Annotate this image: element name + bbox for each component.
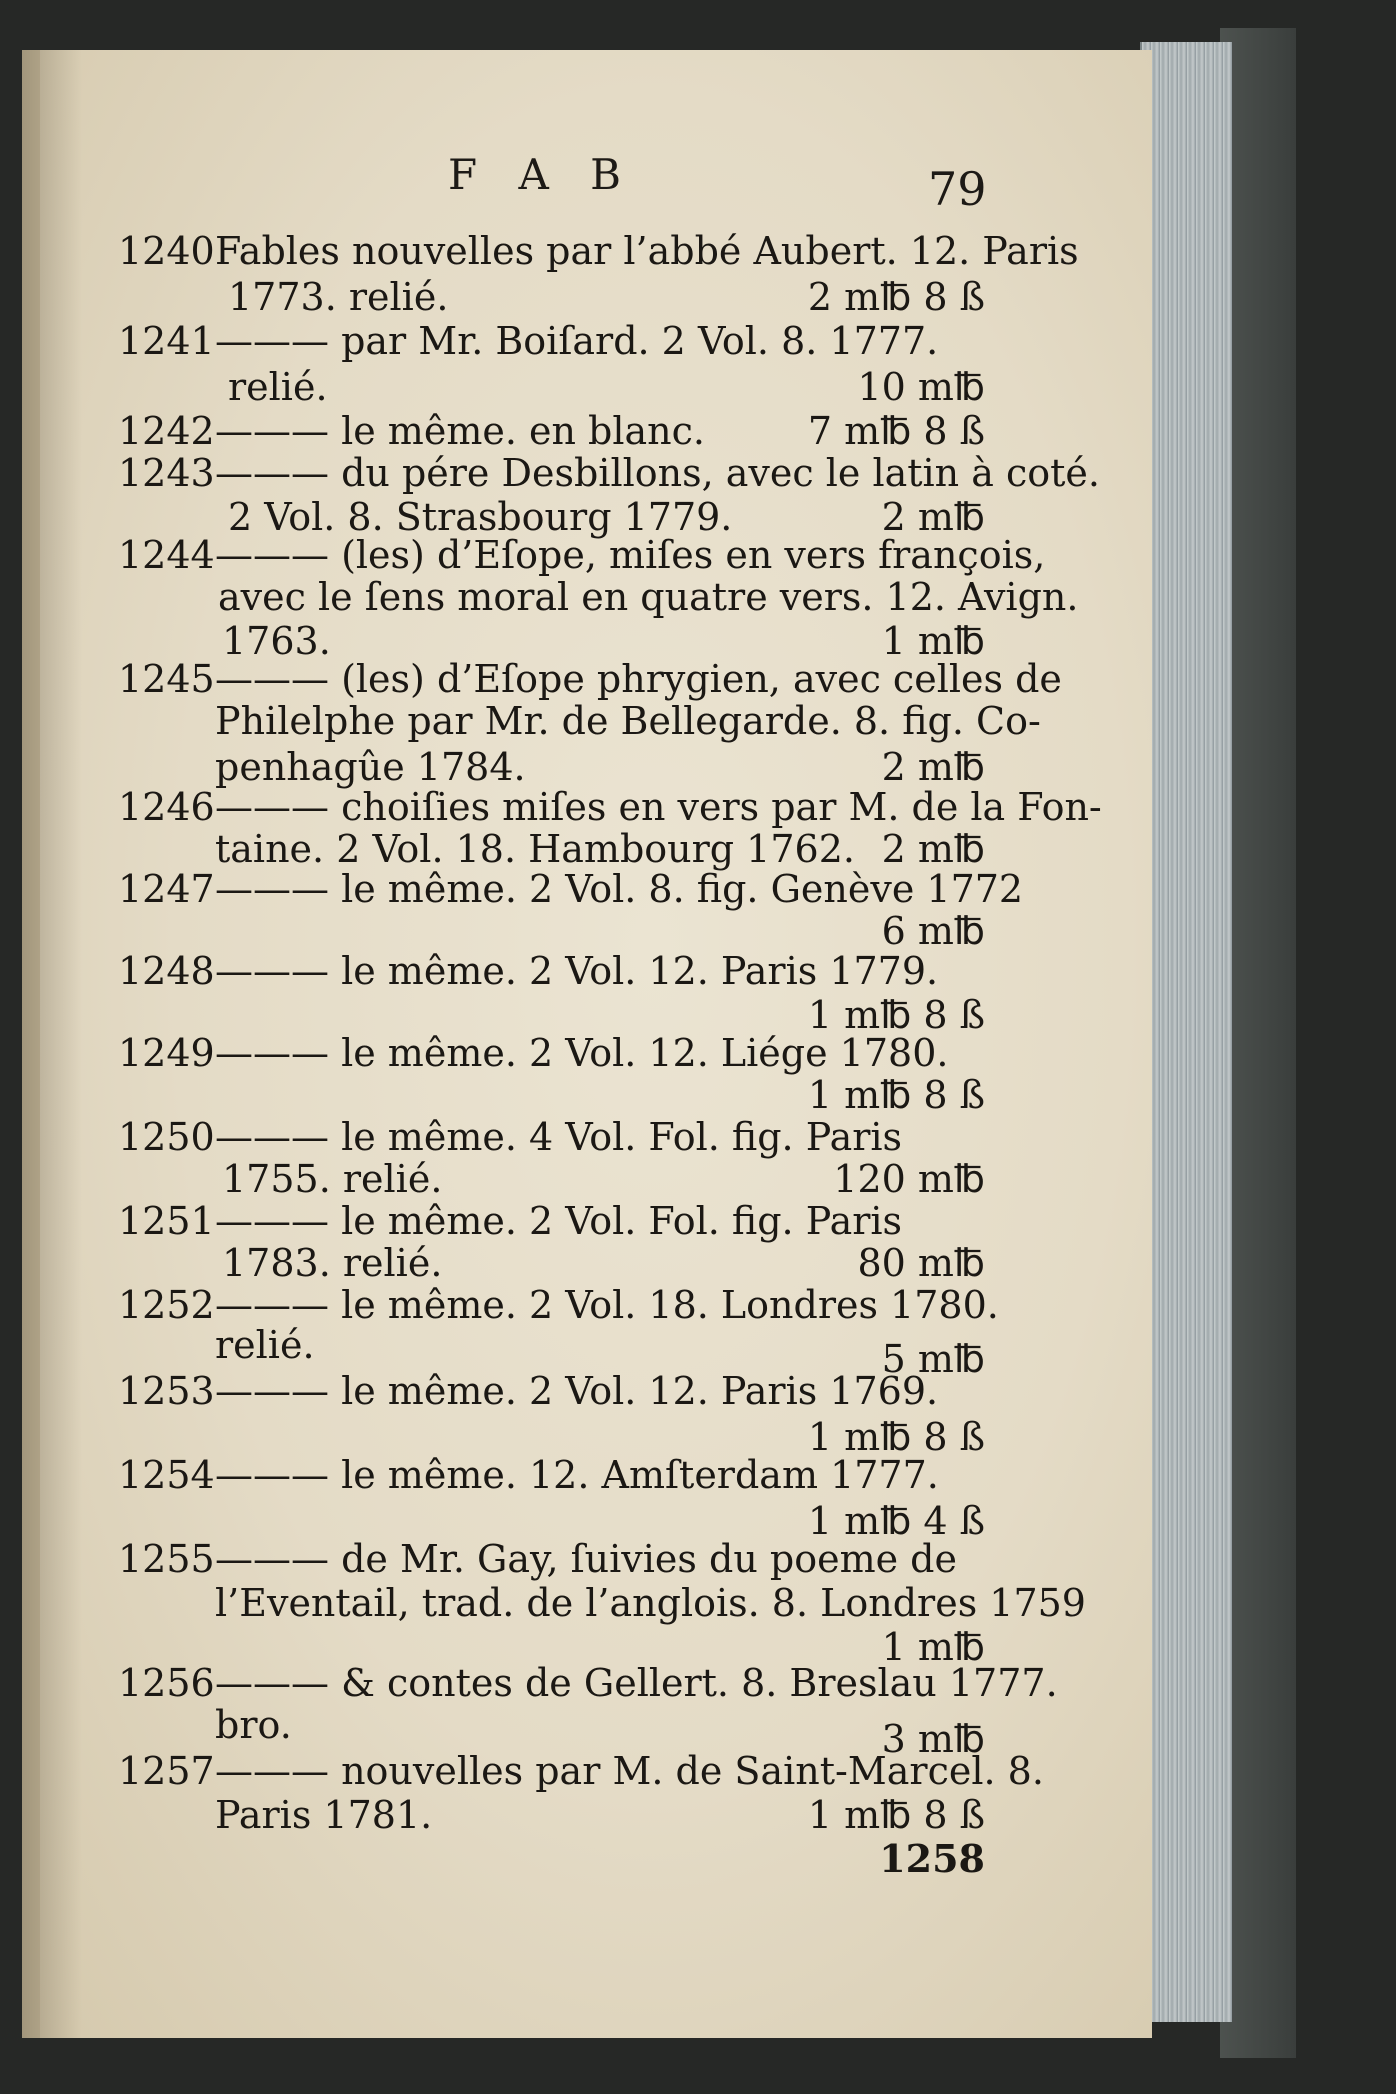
entry-text: taine. 2 Vol. 18. Hambourg 1762. [215,827,855,871]
entry-1242 [0,408,985,454]
entry-text: relié. [215,1323,315,1367]
entry-number: 1245 [118,657,215,701]
entry-1249-price [0,1072,985,1118]
entry-1244 [0,532,1046,578]
entry-1255-cont [0,1580,1086,1626]
entry-text: 1763. [222,619,331,663]
entry-text: ——— le même. en blanc. [215,409,706,453]
entry-text: ——— le même. 12. Amſterdam 1777. [215,1453,939,1497]
entry-number: 1244 [118,533,215,577]
entry-text: 1783. relié. [222,1241,443,1285]
entry-price: 1 m℔ 8 ß [807,1793,985,1837]
entry-1256-cont [0,1702,985,1761]
entry-number: 1253 [118,1369,215,1413]
entry-1241-cont [0,364,985,410]
entry-price: 6 m℔ [881,909,985,953]
entry-text: ——— & contes de Gellert. 8. Breslau 1777. [215,1661,1058,1705]
entry-number: 1252 [118,1283,215,1327]
entry-1254 [0,1452,985,1498]
entry-price: 7 m℔ 8 ß [807,409,985,453]
entry-1257-cont [0,1792,985,1838]
entry-price: 2 m℔ [881,827,985,871]
entry-text: ——— (les) d’Eſope phrygien, avec celles de [215,657,1062,701]
entry-number: 1251 [118,1199,215,1243]
entry-text: 1755. relié. [222,1157,443,1201]
entry-number: 1246 [118,785,215,829]
catch-word-line [0,1836,985,1882]
entry-1245 [0,656,1062,702]
entry-text: 1773. relié. [228,275,449,319]
entry-text: ——— de Mr. Gay, ſuivies du poeme de [215,1537,957,1581]
entry-text: ——— par Mr. Boiſard. 2 Vol. 8. 1777. [215,319,939,363]
entry-price: 10 m℔ [857,365,985,409]
entry-1243 [0,450,1100,496]
entry-text: 2 Vol. 8. Strasbourg 1779. [228,495,733,539]
entry-1251-cont [0,1240,985,1286]
entry-text: ——— le même. 2 Vol. Fol. fig. Paris [215,1199,903,1243]
entry-price: 80 m℔ [857,1241,985,1285]
entry-1250-cont [0,1156,985,1202]
entry-price: 1 m℔ 8 ß [807,1073,985,1117]
entry-number: 1250 [118,1115,215,1159]
entry-1248 [0,948,985,994]
entry-price: 2 m℔ [881,495,985,539]
entry-text: penhagûe 1784. [215,745,526,789]
entry-1247 [0,866,1024,912]
entry-number: 1257 [118,1749,215,1793]
page-block-edge [1140,42,1232,2022]
entry-text: ——— le même. 2 Vol. 12. Paris 1779. [215,949,939,993]
entry-price: 1 m℔ 8 ß [807,993,985,1037]
entry-1250 [0,1114,985,1160]
entry-1245-cont1 [0,698,1041,744]
entry-text: l’Eventail, trad. de l’anglois. 8. Londres 1759 [215,1581,1086,1625]
entry-number: 1242 [118,409,215,453]
entry-text: Philelphe par Mr. de Bellegarde. 8. fig. Co- [215,699,1041,743]
entry-text: bro. [215,1703,292,1747]
entry-text: relié. [228,365,328,409]
entry-text: ——— le même. 2 Vol. 12. Paris 1769. [215,1369,939,1413]
entry-1246 [0,784,1102,830]
entry-number: 1249 [118,1031,215,1075]
entry-price: 1 m℔ [881,1625,985,1669]
running-head: F A B [448,150,636,199]
entry-text: ——— choiſies miſes en vers par M. de la Fon- [215,785,1102,829]
entry-text: avec le ſens moral en quatre vers. 12. Avign. [218,575,1079,619]
entry-1240-cont [0,274,985,320]
entry-number: 1255 [118,1537,215,1581]
entry-number: 1241 [118,319,215,363]
entry-text: ——— le même. 4 Vol. Fol. fig. Paris [215,1115,903,1159]
entry-number: 1243 [118,451,215,495]
entry-1255 [0,1536,985,1582]
entry-text: ——— (les) d’Eſope, miſes en vers françois, [215,533,1046,577]
entry-text: Fables nouvelles par l’abbé Aubert. 12. Paris [215,229,1079,273]
entry-1253 [0,1368,985,1414]
entry-text: Paris 1781. [215,1793,433,1837]
entry-text: ——— du pére Desbillons, avec le latin à coté. [215,451,1100,495]
entry-price: 120 m℔ [833,1157,985,1201]
entry-1257 [0,1748,1044,1794]
entry-1252-cont [0,1322,985,1381]
entry-number: 1254 [118,1453,215,1497]
entry-price: 1 m℔ [881,619,985,663]
entry-number: 1240 [118,229,215,273]
entry-number: 1256 [118,1661,215,1705]
entry-1240 [0,228,1079,274]
entry-price: 2 m℔ [881,745,985,789]
entry-text: ——— nouvelles par M. de Saint-Marcel. 8. [215,1749,1044,1793]
entry-number: 1247 [118,867,215,911]
entry-price: 1 m℔ 8 ß [807,1415,985,1459]
entry-price: 5 m℔ [881,1337,985,1381]
entry-1244-cont1 [0,574,1079,620]
entry-text: ——— le même. 2 Vol. 18. Londres 1780. [215,1283,999,1327]
entry-price: 1 m℔ 4 ß [807,1499,985,1543]
catch-word: 1258 [879,1836,985,1881]
entry-1249 [0,1030,985,1076]
entry-1251 [0,1198,985,1244]
entry-price: 2 m℔ 8 ß [807,275,985,319]
entry-1241 [0,318,985,364]
entry-1256 [0,1660,1058,1706]
page-number: 79 [928,162,987,216]
entry-text: ——— le même. 2 Vol. 12. Liége 1780. [215,1031,949,1075]
entry-price: 3 m℔ [881,1717,985,1761]
entry-text: ——— le même. 2 Vol. 8. fig. Genève 1772 [215,867,1024,911]
entry-number: 1248 [118,949,215,993]
